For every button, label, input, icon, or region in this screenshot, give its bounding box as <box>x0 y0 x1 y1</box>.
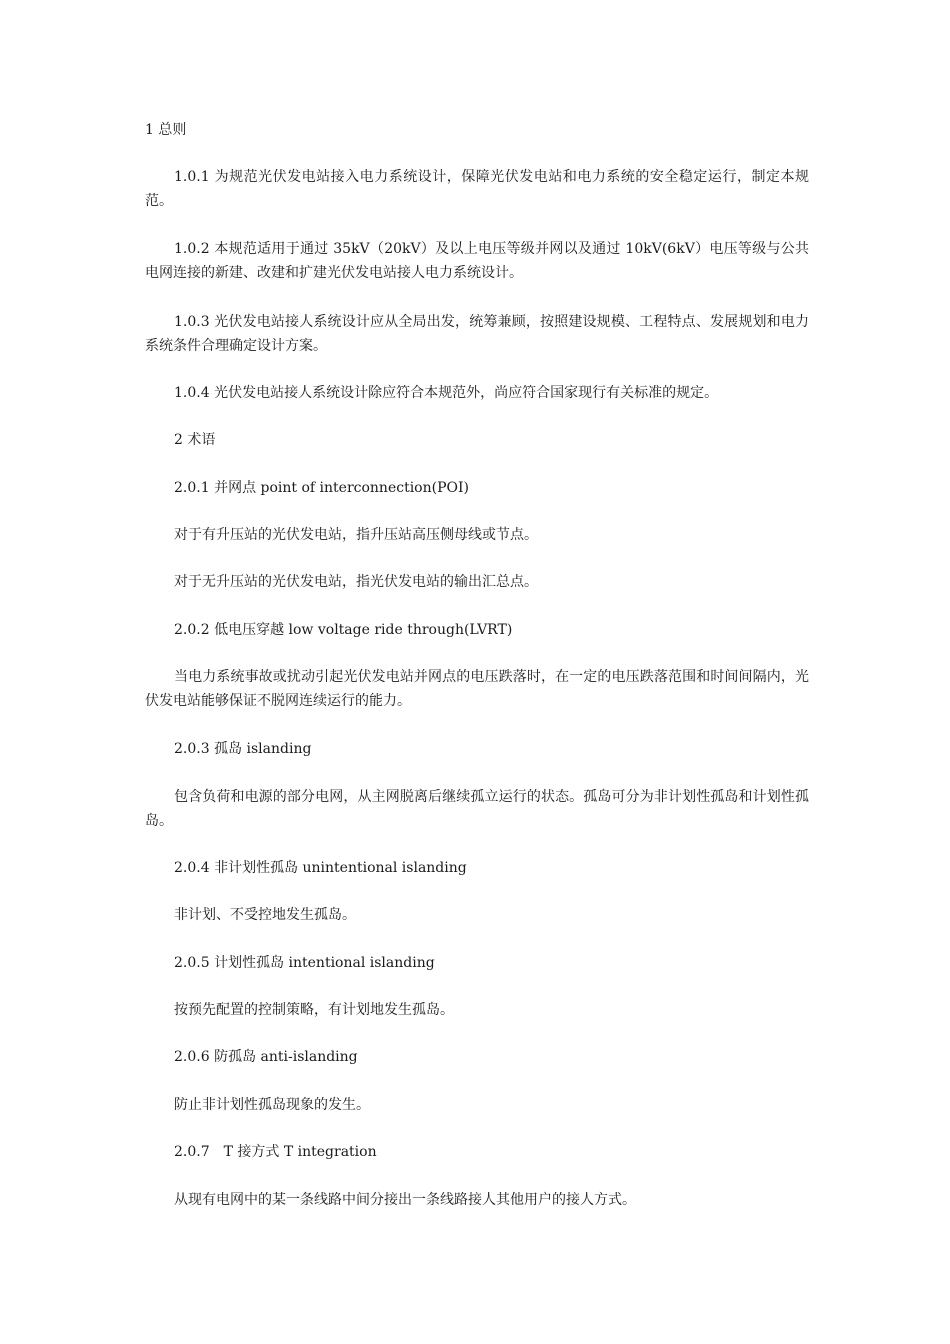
term-2-0-6-title: 2.0.6 防孤岛 anti-islanding <box>174 1049 358 1065</box>
clause-1-0-2: 1.0.2 本规范适用于通过 35kV（20kV）及以上电压等级并网以及通过 10kV(6kV）电压等级与公共电网连接的新建、改建和扩建光伏发电站接人电力系统设计。 <box>145 241 809 281</box>
term-2-0-2-definition: 当电力系统事故或扰动引起光伏发电站并网点的电压跌落时，在一定的电压跌落范围和时间间隔内，光伏发电站能够保证不脱网连续运行的能力。 <box>145 669 809 709</box>
term-2-0-1-definition-a: 对于有升压站的光伏发电站，指升压站高压侧母线或节点。 <box>174 527 538 543</box>
term-2-0-3-definition: 包含负荷和电源的部分电网，从主网脱离后继续孤立运行的状态。孤岛可分为非计划性孤岛和计划性孤岛。 <box>145 789 809 829</box>
section-heading-terms: 2 术语 <box>174 432 216 448</box>
term-2-0-1-definition-b: 对于无升压站的光伏发电站，指光伏发电站的输出汇总点。 <box>174 574 538 590</box>
term-2-0-5-definition: 按预先配置的控制策略，有计划地发生孤岛。 <box>174 1002 454 1018</box>
section-heading-general: 1 总则 <box>145 122 187 138</box>
term-2-0-4-title: 2.0.4 非计划性孤岛 unintentional islanding <box>174 860 467 876</box>
term-2-0-3-title: 2.0.3 孤岛 islanding <box>174 741 312 757</box>
term-2-0-4-definition: 非计划、不受控地发生孤岛。 <box>174 907 356 923</box>
term-2-0-6-definition: 防止非计划性孤岛现象的发生。 <box>174 1097 370 1113</box>
clause-1-0-4: 1.0.4 光伏发电站接人系统设计除应符合本规范外，尚应符合国家现行有关标准的规定。 <box>174 385 719 401</box>
term-2-0-2-title: 2.0.2 低电压穿越 low voltage ride through(LVRT) <box>174 622 513 638</box>
clause-1-0-1: 1.0.1 为规范光伏发电站接入电力系统设计，保障光伏发电站和电力系统的安全稳定运行，制定本规范。 <box>145 169 809 209</box>
clause-1-0-3: 1.0.3 光伏发电站接人系统设计应从全局出发，统筹兼顾，按照建设规模、工程特点、发展规划和电力系统条件合理确定设计方案。 <box>145 314 809 354</box>
term-2-0-1-title: 2.0.1 并网点 point of interconnection(POI) <box>174 480 469 496</box>
term-2-0-5-title: 2.0.5 计划性孤岛 intentional islanding <box>174 955 435 971</box>
term-2-0-7-definition: 从现有电网中的某一条线路中间分接出一条线路接人其他用户的接人方式。 <box>174 1192 636 1208</box>
term-2-0-7-title: 2.0.7 T 接方式 T integration <box>174 1144 377 1160</box>
